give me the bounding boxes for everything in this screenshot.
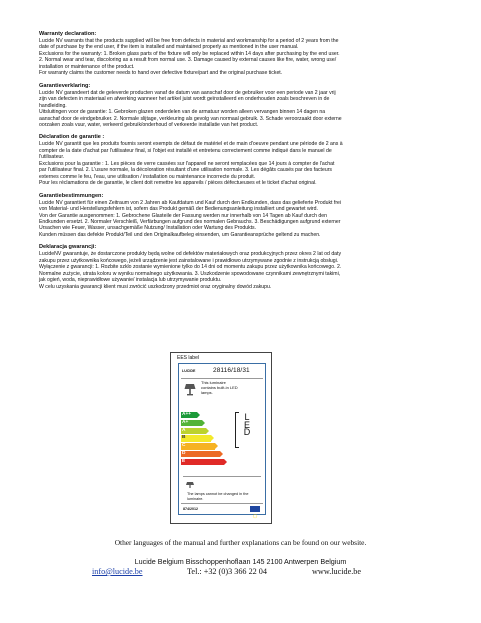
section-line: Kunden müssen das defekte Produkt/Teil und den Originalkaufbeleg einsenden, um Garantieansprüche geltend zu machen. [39,231,321,238]
section-line: Endkunden ersetzt. 2. Normaler Verschleiß, Verfärbungen aufgrund des normalen Gebrauchs. 3. Beschädigungen aufgrund externer [39,218,341,225]
energy-class-scale [181,412,231,468]
contact-row [92,567,392,577]
bar-arrow [197,412,200,418]
bar-arrow [202,420,205,426]
label-footer [181,503,263,514]
section-line: Uitsluitingen voor de garantie: 1. Gebroken glazen onderdelen van de armatuur worden alleen vervangen binnen 14 dagen na [39,109,326,116]
section-line: Wyłączenie z gwarancji: 1. Rozbite szklo zostanie wymienione tylko do 14 dni od momentu zakupu przez użytkownika końcowego. 2. [39,264,342,271]
range-letter: E [243,419,250,430]
energy-class-label: A [182,427,186,433]
section-line: Exclusions pour la garantie : 1. Les pièces de verre cassées sur l'appareil ne seront remplacées que 14 jours à compter de l'achat [39,160,335,167]
luminaire-text: This luminaire contains built-in LED lamps. [201,380,238,395]
bar-arrow [215,443,218,449]
section-line: aanschaf door de eindgebruiker. 2. Normale slijtage, verkleuring als gevolg van normaal gebruik. 3. Schade veroorzaakt door externe [39,115,342,122]
section-line: handleiding. [39,102,67,109]
section-line: zakupu przez użytkownika końcowego, jeżeli urządzenie jest zainstalowane i prawidłowo utrzymywane zgodnie z instrukcją obsługi. [39,257,339,264]
telephone: Tel.: +32 (0)3 366 22 04 [187,567,267,576]
energy-class-label: E [182,458,186,464]
warranty-sections [39,31,459,296]
languages-note: Other languages of the manual and further explanations can be found on our website. [114,538,367,547]
range-letter: D [243,427,251,438]
label-brand-row [181,367,263,377]
company-address: Lucide Belgium Bisschoppenhoflaan 145 2100 Antwerpen Belgium [134,557,347,566]
section-line: installation or maintenance of the product. [39,63,135,70]
section-line: par l'utilisateur final. 2. L'usure normale, la décoloration résultant d'une utilisation normale. 3. Les dégâts causés par des facteurs [39,167,332,174]
lamp-icon [183,383,197,397]
section-title: Garantieverklaring: [39,82,91,89]
lamps-note [183,476,261,501]
section-title: Warranty declaration: [39,31,97,37]
class-range-bracket [235,412,239,448]
warranty-section-de [39,193,459,239]
warranty-section-en [39,31,459,77]
energy-class-bar [181,428,206,434]
section-line: von Material- und Herstellungsfehlern ist, sofern das Produkt gemäß der Bedienungsanleitung installiert und gewartet wird. [39,206,318,213]
energy-class-bar [181,451,220,457]
label-header: EES label [177,355,199,361]
energy-class-bar [181,435,211,441]
section-title: Deklaracja gwarancji: [39,244,97,251]
energy-class-bar [181,420,202,426]
bar-arrow [206,428,209,434]
section-line: l'utilisateur. [39,154,65,161]
section-line: Exclusions for the warranty: 1. Broken glass parts of the fixture will only be replaced within 14 days after purchasing by the end user. [39,50,340,57]
warranty-section-nl [39,83,459,129]
regulation-number: 874/2012 [183,507,198,511]
section-line: Normalne zużycie, utrata koloru w wyniku normalnego użytkowania. 3. Uszkodzenie spowodowane czynnikami zewnętrznymi takimi, [39,270,341,277]
section-line: For warranty claims the customer needs to hand over defective fixture/part and the original purchase ticket. [39,70,283,77]
range-letter: L [244,412,250,422]
section-line: Ursachen wie Feuer, Wasser, unsachgemäße Nutzung/ Installation oder Wartung des Produkts. [39,225,257,232]
energy-class-label: C [182,443,186,449]
section-line: compter de la date d'achat par l'utilisateur final, si l'objet est installé et entretenu correctement comme indiqué dans le manuel de [39,147,332,154]
section-line: LucideNV gwarantuje, że dostarczone produkty będą wolne od defektów materiałowych oraz produkcyjnych przez okres 2 lat od daty [39,251,342,258]
energy-class-bar [181,459,224,465]
warranty-section-fr [39,134,459,186]
label-brand: LUCIDE [182,369,196,373]
energy-label [170,352,272,524]
section-line: Von der Garantie ausgenommen: 1. Gebrochene Glasteile der Fassung werden nur innerhalb von 14 Tagen ab Kauf durch den [39,212,327,219]
warranty-section-pl [39,244,459,290]
energy-class-label: B [182,435,186,441]
bar-arrow [220,451,223,457]
section-line: Lucide NV warrants that the products supplied will be free from defects in material and workmanship for a period of 2 years from the [39,38,339,44]
energy-class-bar [181,412,197,418]
energy-class-bar [181,443,215,449]
section-line: oorzaken zoals vuur, water, verkeerd gebruik/onderhoud of verkeerde installatie van het product. [39,121,259,128]
label-product-code: 28116/18/31 [213,367,250,374]
energy-class-label: A++ [182,412,192,417]
section-line: Lucide NV garantit que les produits fournis seront exempts de défaut de matériel et de main d'oeuvre pendant une période de 2 ans à [39,141,343,148]
section-title: Déclaration de garantie : [39,134,105,141]
bar-arrow [224,459,227,465]
section-title: Garantiebestimmungen: [39,192,104,199]
email-link[interactable]: info@lucide.be [92,567,143,576]
led-range-letters [242,414,252,437]
section-line: Lucide NV garandeert dat de geleverde producten vanaf de datum van aanschaf door de gebruiker voor een periode van 2 jaar vrij [39,89,336,96]
bar-arrow [211,435,214,441]
section-line: externes comme le feu, l'eau, une utilisation / installation ou maintenance incorrecte du produit. [39,173,256,180]
section-line: Lucide NV garantiert für einen Zeitraum von 2 Jahren ab Kaufdatum und Kauf durch den Endkunden, dass das gelieferte Produkt frei [39,199,342,206]
section-line: 2. Normal wear and tear, discoloring as a result from normal use. 3. Damage caused by external causes like fire, water, wrong use/ [39,57,337,64]
section-line: date of purchase by the end user, if the item is installed and maintained properly as mentioned in the user manual. [39,44,299,51]
divider [181,378,263,379]
label-panel [178,363,266,515]
section-line: W celu uzyskania gwarancji klient musi zwrócić uszkodzony przedmiot oraz oryginalny dowód zakupu. [39,283,272,290]
section-line: zijn van defecten in materiaal en afwerking wanneer het artikel juist wordt geïnstalleerd en onderhouden zoals beschreven in de [39,96,330,103]
section-line: jak ogień, woda, nieprawidłowe używanie/ instalacja lub utrzymywanie produktu. [39,277,222,284]
eu-flag-icon [250,506,260,512]
energy-class-label: D [182,451,186,456]
website-link[interactable]: www.lucide.be [312,567,362,576]
section-line: Pour les réclamations de de garantie, le client doit remettre les appareils / pièces défectueuses et le ticket d'achat original. [39,180,317,187]
lamp-crossed-icon [185,481,195,489]
energy-class-label: A+ [182,419,189,425]
eu-stars-icon [250,513,260,519]
lamps-note-text: The lamps cannot be changed in the luminaire. [187,492,249,501]
